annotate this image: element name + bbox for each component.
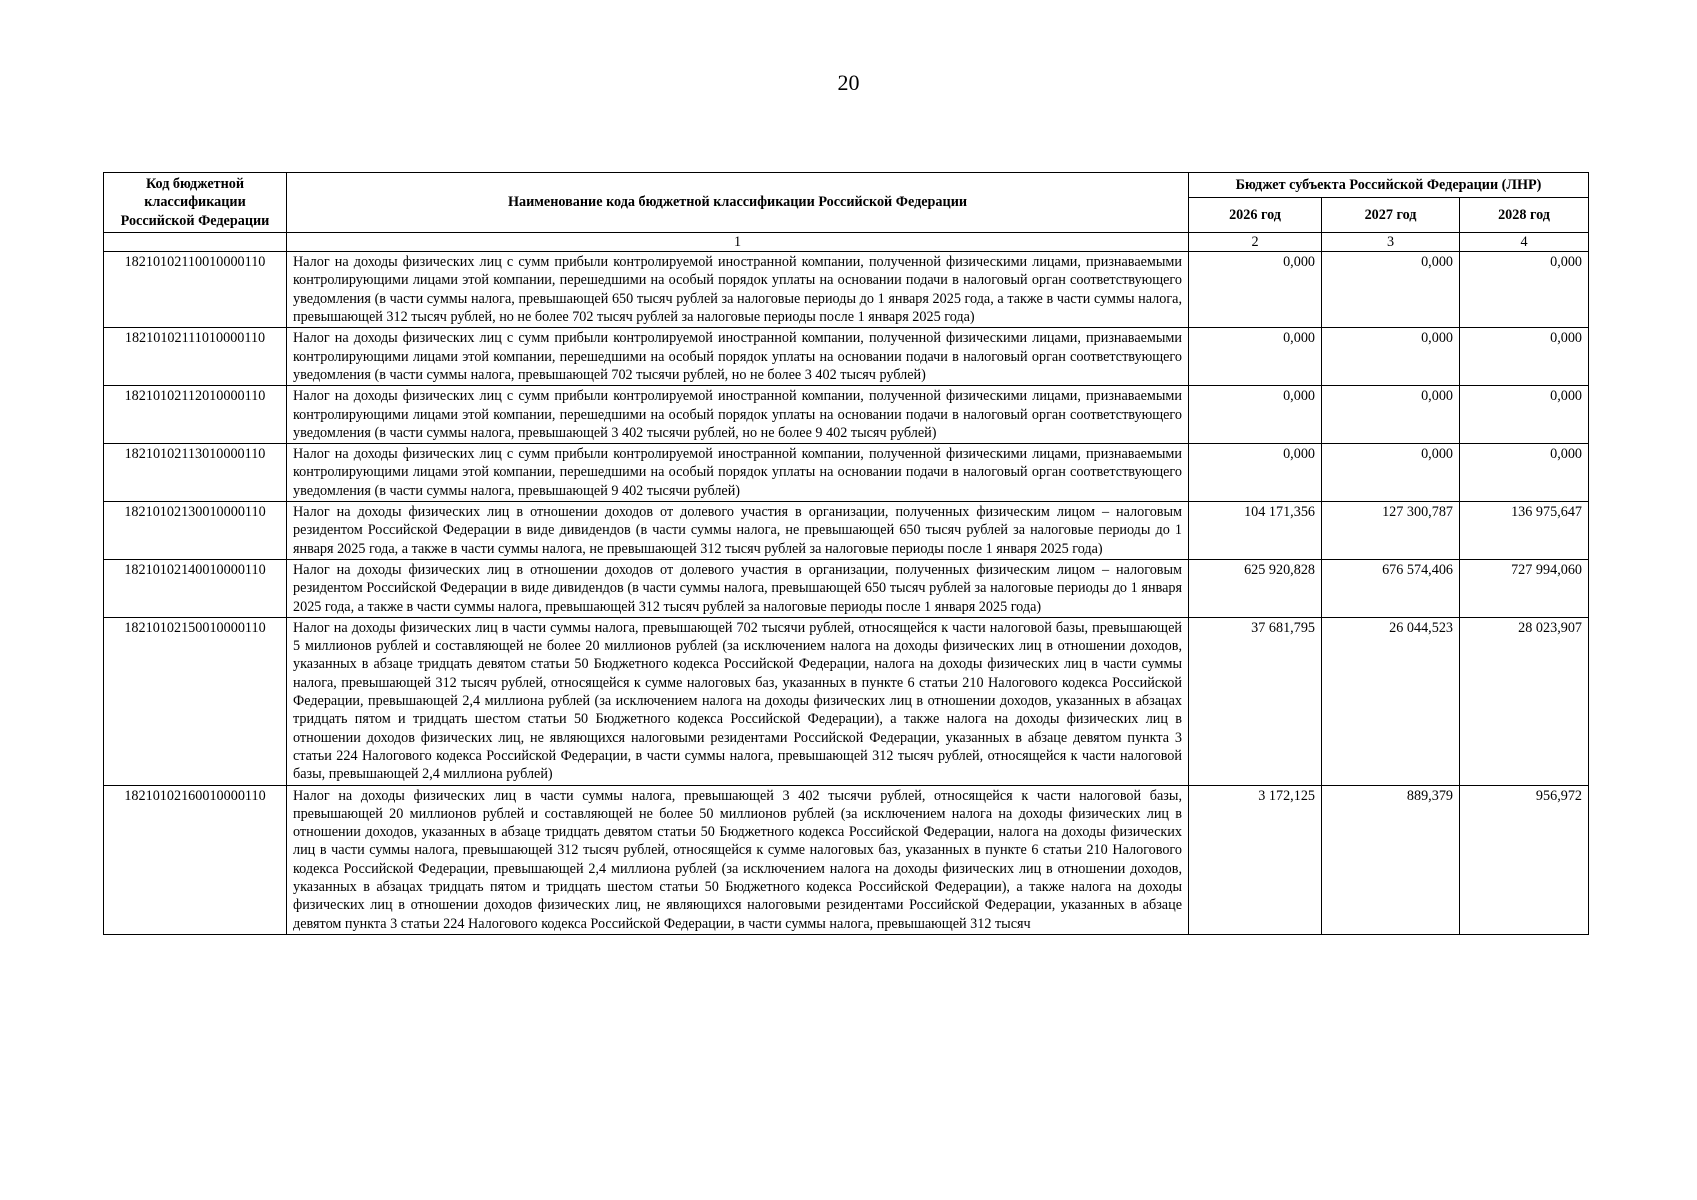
row-name: Налог на доходы физических лиц с сумм прибыли контролируемой иностранной компании, полученной физическими лицами, признаваемыми контролирующими лицами этой компании, перешедшими на особый порядок уплаты на основании подачи в налоговый орган соответствующего уведомления (в части суммы налога, превышающей 9 402 тысячи рублей) — [287, 444, 1189, 502]
row-value-2027: 676 574,406 — [1322, 559, 1460, 617]
column-number-code — [104, 232, 287, 251]
row-value-2026: 104 171,356 — [1189, 502, 1322, 560]
row-value-2027: 0,000 — [1322, 252, 1460, 328]
column-number-1: 1 — [287, 232, 1189, 251]
row-code: 18210102150010000110 — [104, 617, 287, 785]
row-value-2028: 0,000 — [1460, 386, 1589, 444]
row-code: 18210102110010000110 — [104, 252, 287, 328]
header-row-main — [104, 173, 1589, 198]
table-body — [104, 252, 1589, 935]
row-code: 18210102130010000110 — [104, 502, 287, 560]
column-number-row — [104, 232, 1589, 251]
row-value-2028: 28 023,907 — [1460, 617, 1589, 785]
row-code: 18210102160010000110 — [104, 785, 287, 934]
table-row — [104, 785, 1589, 934]
table-row — [104, 386, 1589, 444]
row-value-2028: 0,000 — [1460, 444, 1589, 502]
table-row — [104, 252, 1589, 328]
header-year-2028: 2028 год — [1460, 197, 1589, 232]
column-number-4: 4 — [1460, 232, 1589, 251]
row-value-2027: 0,000 — [1322, 386, 1460, 444]
header-budget-group: Бюджет субъекта Российской Федерации (ЛНР) — [1189, 173, 1589, 198]
row-value-2028: 0,000 — [1460, 252, 1589, 328]
row-value-2027: 26 044,523 — [1322, 617, 1460, 785]
row-value-2026: 625 920,828 — [1189, 559, 1322, 617]
column-number-2: 2 — [1189, 232, 1322, 251]
table-row — [104, 502, 1589, 560]
row-name: Налог на доходы физических лиц с сумм прибыли контролируемой иностранной компании, полученной физическими лицами, признаваемыми контролирующими лицами этой компании, перешедшими на особый порядок уплаты на основании подачи в налоговый орган соответствующего уведомления (в части суммы налога, превышающей 3 402 тысячи рублей, но не более 9 402 тысяч рублей) — [287, 386, 1189, 444]
row-value-2026: 0,000 — [1189, 328, 1322, 386]
row-code: 18210102112010000110 — [104, 386, 287, 444]
row-name: Налог на доходы физических лиц с сумм прибыли контролируемой иностранной компании, полученной физическими лицами, признаваемыми контролирующими лицами этой компании, перешедшими на особый порядок уплаты на основании подачи в налоговый орган соответствующего уведомления (в части суммы налога, превышающей 702 тысячи рублей, но не более 3 402 тысяч рублей) — [287, 328, 1189, 386]
row-code: 18210102140010000110 — [104, 559, 287, 617]
header-year-2027: 2027 год — [1322, 197, 1460, 232]
row-name: Налог на доходы физических лиц в отношении доходов от долевого участия в организации, полученных физическим лицом – налоговым резидентом Российской Федерации в виде дивидендов (в части суммы налога, не превышающей 650 тысяч рублей за налоговые периоды до 1 января 2025 года, а также в части суммы налога, не превышающей 312 тысяч рублей за налоговые периоды после 1 января 2025 года) — [287, 502, 1189, 560]
row-code: 18210102111010000110 — [104, 328, 287, 386]
row-value-2027: 127 300,787 — [1322, 502, 1460, 560]
header-year-2026: 2026 год — [1189, 197, 1322, 232]
row-value-2026: 0,000 — [1189, 386, 1322, 444]
row-value-2026: 3 172,125 — [1189, 785, 1322, 934]
row-value-2026: 0,000 — [1189, 252, 1322, 328]
row-value-2027: 889,379 — [1322, 785, 1460, 934]
row-value-2028: 956,972 — [1460, 785, 1589, 934]
page-number: 20 — [837, 70, 860, 95]
row-value-2028: 136 975,647 — [1460, 502, 1589, 560]
header-code: Код бюджетной классификации Российской Федерации — [104, 173, 287, 233]
row-value-2026: 0,000 — [1189, 444, 1322, 502]
row-value-2026: 37 681,795 — [1189, 617, 1322, 785]
row-name: Налог на доходы физических лиц в части суммы налога, превышающей 3 402 тысячи рублей, относящейся к части налоговой базы, превышающей 20 миллионов рублей и составляющей не более 50 миллионов рублей (за исключением налога на доходы физических лиц в отношении доходов, указанных в абзаце тридцать девятом статьи 50 Бюджетного кодекса Российской Федерации, налога на доходы физических лиц в части суммы налога, превышающей 312 тысяч рублей, относящейся к сумме налоговых баз, указанных в пункте 6 статьи 210 Налогового кодекса Российской Федерации, превышающей 2,4 миллиона рублей (за исключением налога на доходы физических лиц в отношении доходов, указанных в абзацах тридцать пятом и тридцать шестом статьи 50 Бюджетного кодекса Российской Федерации), а также налога на доходы физических лиц в отношении доходов физических лиц, не являющихся налоговыми резидентами Российской Федерации, указанных в абзаце девятом пункта 3 статьи 224 Налогового кодекса Российской Федерации, в части суммы налога, превышающей 312 тысяч — [287, 785, 1189, 934]
row-code: 18210102113010000110 — [104, 444, 287, 502]
row-value-2027: 0,000 — [1322, 444, 1460, 502]
table-row — [104, 444, 1589, 502]
row-value-2028: 0,000 — [1460, 328, 1589, 386]
table-row — [104, 617, 1589, 785]
row-name: Налог на доходы физических лиц в отношении доходов от долевого участия в организации, полученных физическим лицом – налоговым резидентом Российской Федерации в виде дивидендов (в части суммы налога, превышающей 650 тысяч рублей за налоговые периоды до 1 января 2025 года, а также в части суммы налога, превышающей 312 тысяч рублей за налоговые периоды после 1 января 2025 года) — [287, 559, 1189, 617]
row-name: Налог на доходы физических лиц в части суммы налога, превышающей 702 тысячи рублей, относящейся к части налоговой базы, превышающей 5 миллионов рублей и составляющей не более 20 миллионов рублей (за исключением налога на доходы физических лиц в отношении доходов, указанных в абзаце тридцать девятом статьи 50 Бюджетного кодекса Российской Федерации, налога на доходы физических лиц в части суммы налога, превышающей 312 тысяч рублей, относящейся к сумме налоговых баз, указанных в пункте 6 статьи 210 Налогового кодекса Российской Федерации, превышающей 2,4 миллиона рублей (за исключением налога на доходы физических лиц в отношении доходов, указанных в абзацах тридцать пятом и тридцать шестом статьи 50 Бюджетного кодекса Российской Федерации), а также налога на доходы физических лиц в отношении доходов физических лиц, не являющихся налоговыми резидентами Российской Федерации, указанных в абзаце девятом пункта 3 статьи 224 Налогового кодекса Российской Федерации, в части суммы налога, превышающей 312 тысяч рублей, относящейся к части налоговой базы, превышающей 2,4 миллиона рублей) — [287, 617, 1189, 785]
row-name: Налог на доходы физических лиц с сумм прибыли контролируемой иностранной компании, полученной физическими лицами, признаваемыми контролирующими лицами этой компании, перешедшими на особый порядок уплаты на основании подачи в налоговый орган соответствующего уведомления (в части суммы налога, превышающей 650 тысяч рублей за налоговые периоды до 1 января 2025 года, а также в части суммы налога, превышающей 312 тысяч рублей, но не более 702 тысяч рублей за налоговые периоды после 1 января 2025 года) — [287, 252, 1189, 328]
table-row — [104, 328, 1589, 386]
table-row — [104, 559, 1589, 617]
column-number-3: 3 — [1322, 232, 1460, 251]
row-value-2028: 727 994,060 — [1460, 559, 1589, 617]
table-header — [104, 173, 1589, 252]
row-value-2027: 0,000 — [1322, 328, 1460, 386]
budget-table — [103, 172, 1589, 935]
header-name: Наименование кода бюджетной классификации Российской Федерации — [287, 173, 1189, 233]
